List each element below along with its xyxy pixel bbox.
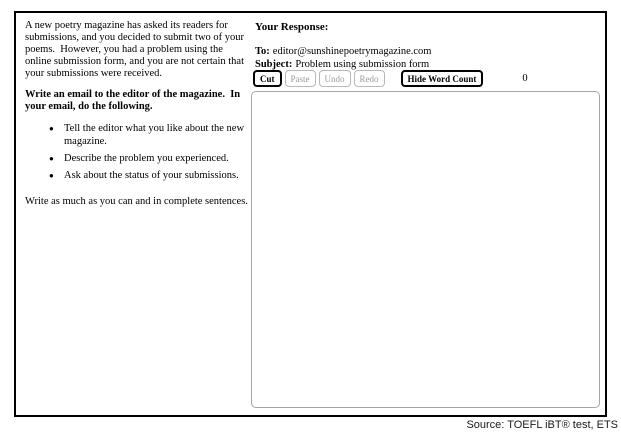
prompt-paragraph: A new poetry magazine has asked its readers for submissions, and you decided to submit two of your poems. However, you had a problem using the online submission form, and you are not certain that your submissions were received. [25, 20, 247, 79]
source-attribution: Source: TOEFL iBT® test, ETS [466, 419, 618, 431]
response-title: Your Response: [255, 21, 329, 33]
task-bullet-list [25, 122, 251, 182]
closing-instruction: Write as much as you can and in complete sentences. [25, 196, 248, 207]
to-field [255, 45, 431, 58]
subject-value: Problem using submission form [295, 59, 430, 70]
editor-toolbar [253, 70, 528, 87]
instructions-panel [25, 20, 251, 217]
hide-word-count-button[interactable]: Hide Word Count [401, 70, 484, 87]
redo-button[interactable]: Redo [354, 70, 385, 87]
list-item: ● Tell the editor what you like about the new magazine. [49, 123, 245, 147]
email-header [255, 45, 431, 71]
bullet-icon: ● [49, 171, 54, 180]
subject-label: Subject: [255, 59, 293, 70]
list-item: ● Describe the problem you experienced. [49, 153, 229, 164]
to-value: editor@sunshinepoetrymagazine.com [272, 46, 432, 57]
undo-button[interactable]: Undo [319, 70, 351, 87]
cut-button[interactable]: Cut [253, 70, 282, 87]
response-textarea[interactable] [251, 91, 600, 408]
task-frame [14, 11, 607, 417]
list-item: ● Ask about the status of your submissions. [49, 170, 239, 181]
word-count-value: 0 [522, 73, 528, 84]
task-heading: Write an email to the editor of the magazine. In your email, do the following. [25, 89, 243, 112]
to-label: To: [255, 46, 270, 57]
bullet-icon: ● [49, 154, 54, 163]
paste-button[interactable]: Paste [285, 70, 316, 87]
bullet-icon: ● [49, 124, 54, 133]
